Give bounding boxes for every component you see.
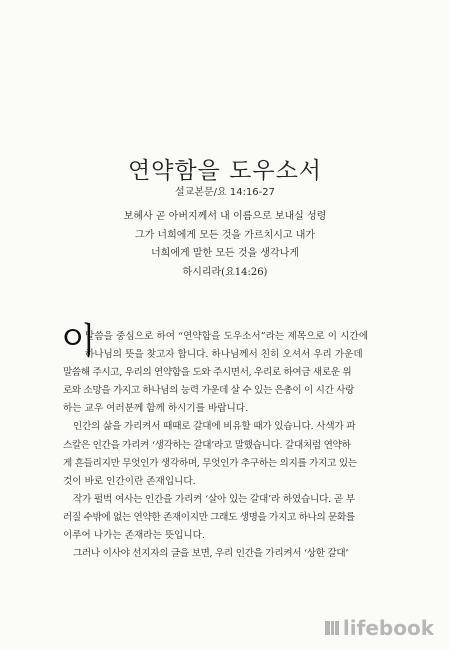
book-icon	[324, 619, 340, 637]
body-line: 게 흔들리지만 무엇인가 생각하며, 무엇인가 추구하는 의지를 가지고 있는	[63, 457, 357, 469]
body-line: 하는 교우 여러분께 함께 하시기를 바랍니다.	[63, 403, 249, 415]
body-line: 작가 펄벅 여사는 인간을 가리켜 ‘살아 있는 갈대’라 하였습니다. 곧 부	[73, 493, 355, 505]
body-line: 그러나 이사야 선지자의 글을 보면, 우리 인간을 가리켜서 ‘상한 갈대’	[73, 548, 349, 560]
body-line: 스칼은 인간을 가리켜 ‘생각하는 갈대’라고 말했습니다. 갈대처럼 연약하	[63, 439, 351, 451]
sermon-body	[61, 321, 373, 563]
body-line: 러질 수밖에 없는 연약한 존재이지만 그래도 생명을 가지고 하나의 문화를	[63, 511, 355, 523]
verse-line: 너희에게 말한 모든 것을 생각나게	[151, 248, 299, 259]
drop-cap: 이	[61, 321, 96, 362]
body-line: 인간의 삶을 가리켜서 때때로 갈대에 비유할 때가 있습니다. 사색가 파	[73, 421, 356, 433]
body-line: 하나님의 뜻을 찾고자 합니다. 하나님께서 친히 오셔서 우리 가운데	[85, 349, 363, 361]
watermark-logo	[324, 616, 434, 640]
epigraph-verse	[0, 208, 450, 282]
verse-line: 그가 너희에게 모든 것을 가르치시고 내가	[134, 229, 316, 241]
body-line: 말씀을 중심으로 하여 “연약함을 도우소서”라는 제목으로 이 시간에	[85, 331, 369, 342]
body-line: 이루어 나가는 존재라는 뜻입니다.	[63, 530, 205, 542]
sermon-title: 연약함을 도우소서	[127, 158, 323, 184]
body-line: 로와 소망을 가지고 하나님의 능력 가운데 살 수 있는 은총이 이 시간 사랑	[63, 385, 355, 397]
verse-line: 보혜사 곧 아버지께서 내 이름으로 보내실 성령	[123, 211, 327, 222]
body-line: 말씀해 주시고, 우리의 연약함을 도와 주시면서, 우리로 하여금 새로운 위	[63, 367, 352, 379]
body-line: 것이 바로 인간이란 존재입니다.	[63, 475, 196, 487]
watermark-text: lifebook	[342, 616, 434, 640]
sermon-reference: 설교본문/요 14:16-27	[175, 187, 275, 198]
verse-line: 하시리라(요14:26)	[182, 266, 268, 278]
